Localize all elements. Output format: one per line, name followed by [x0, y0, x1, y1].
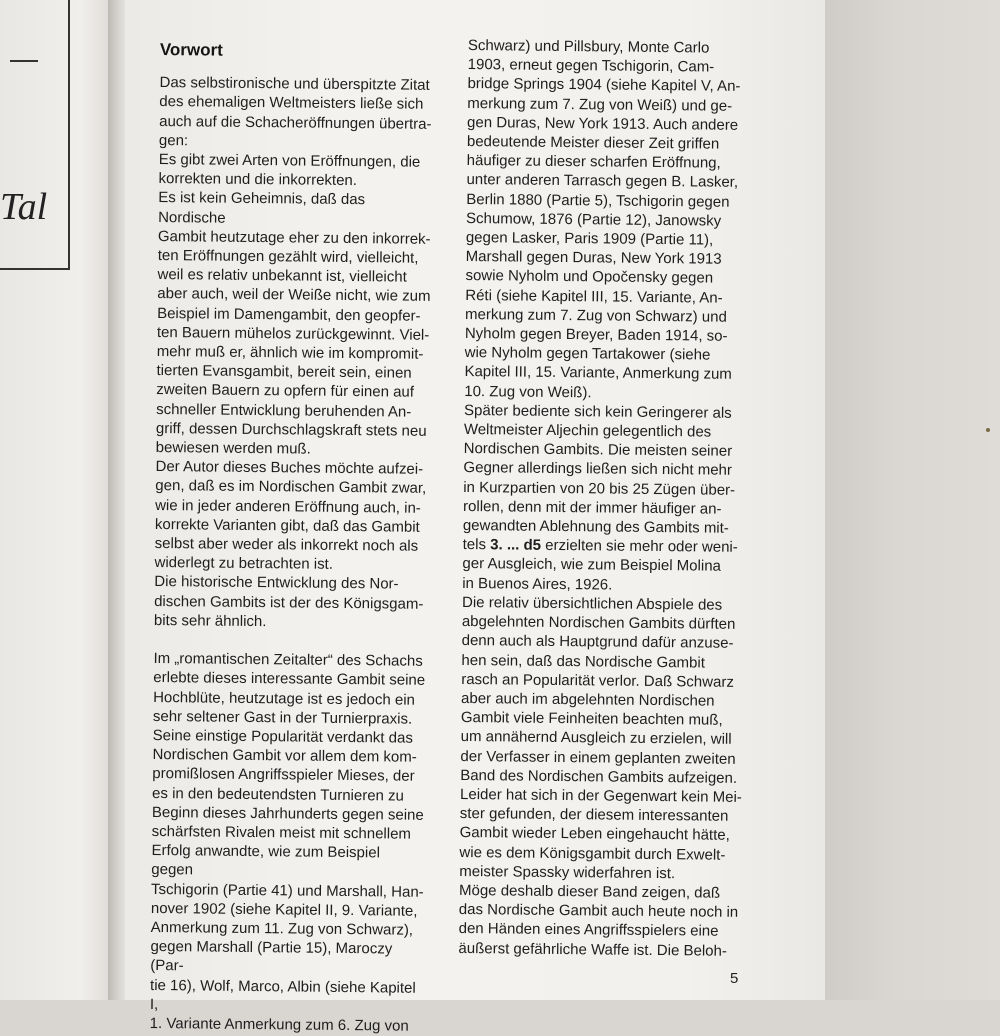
text-line: Anmerkung zum 11. Zug von Schwarz), — [150, 918, 414, 939]
chess-move: 3. ... d5 — [490, 536, 542, 555]
text-line: wie Nyholm gegen Tartakower (siehe — [464, 344, 711, 364]
text-line: selbst aber weder als inkorrekt noch als — [154, 535, 419, 555]
text-line: 1903, erneut gegen Tschigorin, Cam- — [467, 56, 715, 76]
line-prefix: tels — [462, 536, 491, 554]
text-line: Tschigorin (Partie 41) und Marshall, Han- — [151, 880, 424, 901]
text-line: Seine einstige Popularität verdankt das — [152, 726, 413, 747]
background-surface — [825, 0, 1000, 1000]
text-line: Weltmeister Aljechin gelegentlich des — [463, 421, 712, 441]
text-line: Band des Nordischen Gambits aufzeigen. — [460, 766, 738, 787]
text-line: der Verfasser in einem geplanten zweiten — [460, 747, 736, 768]
text-line: gen, daß es im Nordischen Gambit zwar, — [155, 477, 427, 498]
text-line: sowie Nyholm und Opočensky gegen — [465, 267, 714, 288]
text-line: Die relativ übersichtlichen Abspiele des — [461, 593, 723, 614]
text-line: Gambit viele Feinheiten beachten muß, — [460, 709, 723, 729]
text-line: Schumow, 1876 (Partie 12), Janowsky — [466, 209, 722, 230]
text-line: Später bediente sich kein Geringerer als — [463, 401, 732, 422]
text-line: Gambit wieder Leben eingehaucht hätte, — [459, 824, 730, 845]
text-line: bedeutende Meister dieser Zeit griffen — [466, 133, 720, 153]
dash-mark — [10, 60, 38, 62]
text-line: Es gibt zwei Arten von Eröffnungen, die — [158, 151, 421, 171]
text-line: Das selbstironische und überspitzte Zitat — [159, 74, 430, 95]
text-line: widerlegt zu betrachten ist. — [154, 554, 334, 574]
text-line: ster gefunden, der diesem interessanten — [459, 805, 729, 825]
paragraph-block-4 — [458, 554, 744, 960]
text-line: aber auch, weil der Weiße nicht, wie zum — [157, 285, 431, 306]
text-line: gegen Marshall (Partie 15), Maroczy (Par- — [150, 938, 393, 975]
text-line: häufiger zu dieser scharfen Eröffnung, — [466, 152, 721, 172]
text-line: Berlin 1880 (Partie 5), Tschigorin gegen — [466, 190, 730, 211]
text-line: Die historische Entwicklung des Nor- — [154, 573, 399, 594]
text-line: hen sein, daß das Nordische Gambit — [461, 651, 706, 672]
paragraph-block-1 — [154, 73, 434, 633]
text-line: Nordischen Gambits. Die meisten seiner — [463, 440, 733, 461]
chapter-frame — [0, 0, 70, 270]
text-line: 10. Zug von Weiß). — [464, 382, 592, 401]
text-line: rasch an Popularität verlor. Daß Schwarz — [461, 670, 734, 691]
left-text-column — [150, 40, 434, 1036]
line-suffix: erzielten sie mehr oder weni- — [540, 537, 738, 557]
text-line: Hochblüte, heutzutage ist es jedoch ein — [153, 688, 416, 709]
text-line: ger Ausgleich, wie zum Beispiel Molina — [462, 555, 722, 576]
text-line: tierten Evansgambit, bereit sein, einen — [156, 362, 412, 382]
text-line: um annähernd Ausgleich zu erzielen, will — [460, 728, 732, 749]
text-line: Es ist kein Geheimnis, daß das Nordische — [158, 189, 366, 227]
text-line: promißlosen Angriffsspieler Mieses, der — [152, 765, 415, 786]
text-line: Kapitel III, 15. Variante, Anmerkung zum — [464, 363, 732, 384]
text-line: Möge deshalb dieser Band zeigen, daß — [458, 881, 721, 902]
text-line: gegen Lasker, Paris 1909 (Partie 11), — [465, 229, 714, 249]
text-line: Der Autor dieses Buches möchte aufzei- — [155, 458, 424, 479]
text-line: Im „romantischen Zeitalter“ des Schachs — [153, 650, 423, 670]
text-line: des ehemaligen Weltmeisters ließe sich — [159, 93, 424, 114]
text-line: auch auf die Schacheröffnungen übertra- — [159, 112, 432, 133]
text-line: unter anderen Tarrasch gegen B. Lasker, — [466, 171, 739, 192]
text-line: meister Spassky widerfahren ist. — [459, 862, 676, 882]
text-line: Erfolg anwandte, wie zum Beispiel gegen — [151, 842, 381, 879]
text-line: es in den bedeutendsten Turnieren zu — [152, 784, 405, 805]
text-line: in Kurzpartien von 20 bis 25 Zügen über- — [463, 478, 736, 499]
text-line: nover 1902 (siehe Kapitel II, 9. Variante, — [150, 899, 418, 920]
text-line: Leider hat sich in der Gegenwart kein Mei- — [459, 785, 742, 806]
text-line: das Nordische Gambit auch heute noch in — [458, 901, 739, 922]
text-line: sehr seltener Gast in der Turnierpraxis. — [152, 707, 413, 728]
text-line: den Händen eines Angriffsspielers eine — [458, 920, 719, 941]
text-line: griff, dessen Durchschlagskraft stets neu — [155, 419, 427, 440]
text-line: bridge Springs 1904 (siehe Kapitel V, An- — [467, 75, 741, 96]
text-line: Nyholm gegen Breyer, Baden 1914, so- — [464, 325, 728, 345]
text-line: 1. Variante Anmerkung zum 6. Zug von — [149, 1014, 409, 1035]
text-line: gewandten Ablehnung des Gambits mit- — [462, 517, 729, 537]
text-line: ten Eröffnungen gezählt wird, vielleicht, — [157, 247, 419, 267]
text-line: Nordischen Gambit vor allem dem kom- — [152, 746, 417, 766]
text-line: wie in jeder anderen Eröffnung auch, in- — [155, 496, 421, 517]
text-line: Réti (siehe Kapitel III, 15. Variante, An- — [465, 286, 723, 307]
text-line: wie es dem Königsgambit durch Exwelt- — [459, 843, 726, 864]
text-line: merkung zum 7. Zug von Weiß) und ge- — [467, 94, 733, 115]
text-line: denn auch als Hauptgrund dafür anzuse- — [461, 632, 734, 653]
text-line: Beginn dieses Jahrhunderts gegen seine — [151, 803, 424, 824]
text-line: tie 16), Wolf, Marco, Albin (siehe Kapitel I, — [149, 976, 416, 1013]
text-line: Marshall gegen Duras, New York 1913 — [465, 248, 722, 268]
text-line: bewiesen werden muß. — [155, 439, 311, 458]
text-line: Gegner allerdings ließen sich nicht mehr — [463, 459, 733, 480]
text-line: in Buenos Aires, 1926. — [462, 574, 613, 594]
dust-speck — [986, 428, 990, 432]
text-line: Schwarz) und Pillsbury, Monte Carlo — [467, 36, 710, 57]
text-line: weil es relativ unbekannt ist, vielleicht — [157, 266, 407, 286]
text-line: Gambit heutzutage eher zu den inkorrek- — [157, 227, 431, 248]
text-line: dischen Gambits ist der des Königsgam- — [154, 592, 424, 613]
text-line: abgelehnten Nordischen Gambits dürften — [461, 613, 736, 633]
text-line: schärfsten Rivalen meist mit schnellem — [151, 822, 412, 843]
right-text-column — [458, 36, 750, 961]
text-line: korrekte Varianten gibt, daß das Gambit — [154, 515, 420, 536]
text-line: äußerst gefährliche Waffe ist. Die Beloh- — [458, 939, 727, 960]
text-line: schneller Entwicklung beruhenden An- — [156, 400, 412, 421]
text-line: bits sehr ähnlich. — [153, 611, 267, 631]
text-line: merkung zum 7. Zug von Schwarz) und — [464, 305, 727, 326]
paragraph-block-2 — [150, 649, 428, 1036]
text-line: aber auch im abgelehnten Nordischen — [460, 689, 715, 710]
text-line: rollen, denn mit der immer häufiger an- — [462, 497, 722, 518]
text-line: Beispiel im Damengambit, den geopfer- — [157, 304, 421, 325]
text-line: mehr muß er, ähnlich wie im kompromit- — [156, 343, 424, 363]
previous-page — [0, 0, 115, 1000]
text-line: zweiten Bauern zu opfern für einen auf — [156, 381, 415, 402]
text-line: gen Duras, New York 1913. Auch andere — [467, 113, 739, 134]
page-number: 5 — [730, 970, 739, 987]
paragraph-block-3 — [463, 36, 750, 538]
text-line: erlebte dieses interessante Gambit seine — [153, 669, 426, 690]
partial-title-word: Tal — [0, 186, 48, 228]
text-line: gen: — [158, 131, 189, 150]
text-line: ten Bauern mühelos zurückgewinnt. Viel- — [156, 323, 430, 344]
page-heading: Vorwort — [159, 40, 223, 60]
text-line: korrekten und die inkorrekten. — [158, 170, 358, 190]
